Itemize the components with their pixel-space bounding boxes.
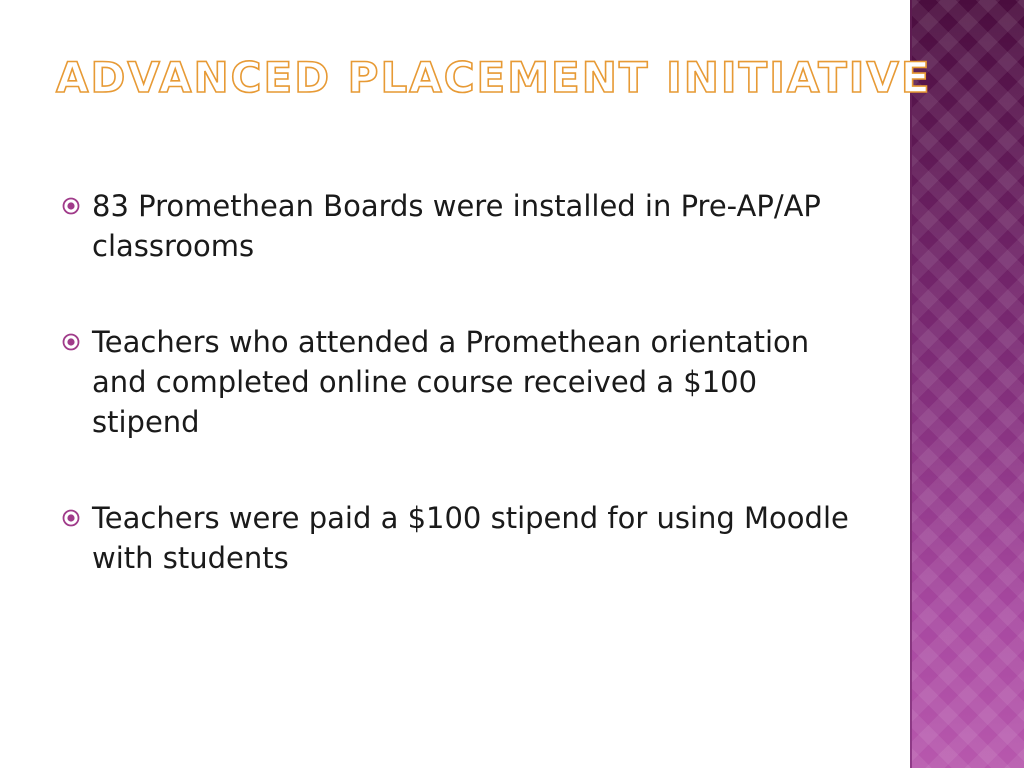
bullet-list xyxy=(62,186,852,634)
bullet-text: Teachers were paid a $100 stipend for using Moodle with students xyxy=(92,501,849,575)
bullet-text: 83 Promethean Boards were installed in Pre-AP/AP classrooms xyxy=(92,189,821,263)
bullet-item xyxy=(62,186,852,266)
circle-dot-icon xyxy=(62,509,80,527)
slide-title: ADVANCED PLACEMENT INITIATIVE xyxy=(56,53,932,102)
bullet-item xyxy=(62,322,852,442)
decorative-side-band xyxy=(912,0,1024,768)
circle-dot-icon xyxy=(62,197,80,215)
bullet-text: Teachers who attended a Promethean orientation and completed online course received a $100 stipend xyxy=(92,325,810,439)
circle-dot-icon xyxy=(62,333,80,351)
bullet-item xyxy=(62,498,852,578)
